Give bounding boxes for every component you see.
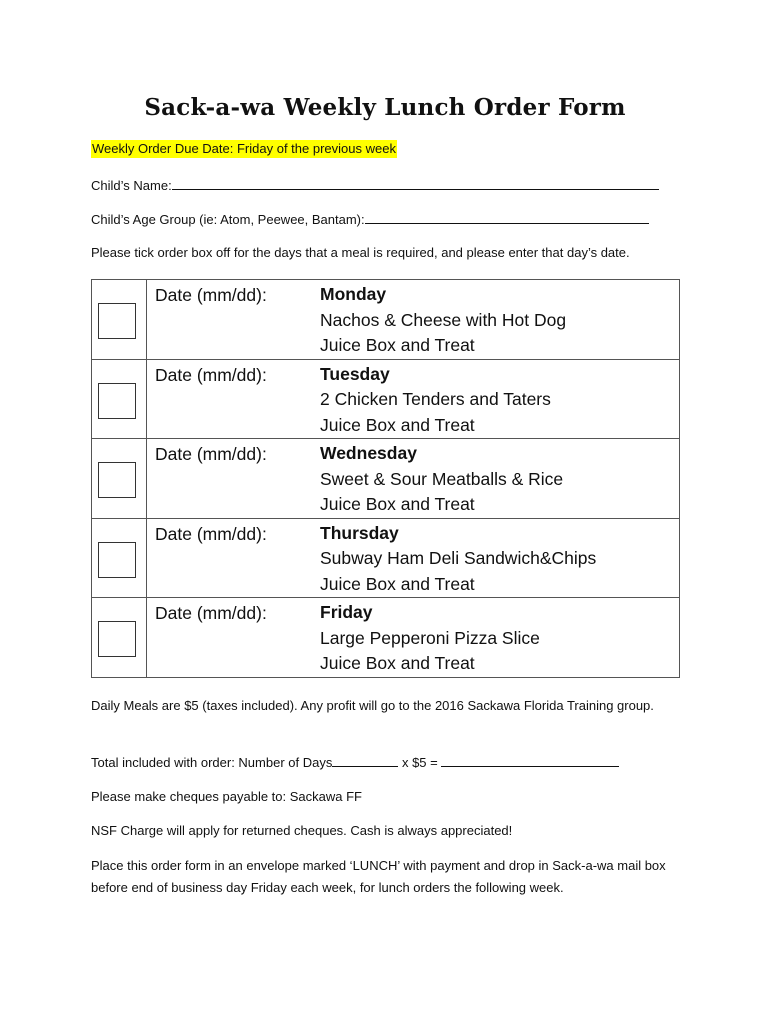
number-of-days-field[interactable]: [332, 754, 398, 767]
meal-row: [92, 359, 680, 439]
menu-block: [316, 519, 679, 598]
date-label: Date (mm/dd):: [155, 523, 267, 544]
meal-extra: Juice Box and Treat: [320, 414, 475, 435]
cheques-note: Please make cheques payable to: Sackawa FF: [91, 789, 362, 804]
childs-name-row: [91, 177, 659, 193]
day-name: Monday: [320, 284, 387, 304]
meal-extra: Juice Box and Treat: [320, 573, 475, 594]
meal-extra: Juice Box and Treat: [320, 653, 475, 673]
due-date-line: [91, 141, 397, 156]
day-name: Friday: [320, 602, 373, 622]
date-label: Date (mm/dd):: [155, 603, 267, 623]
menu-block: [316, 598, 679, 677]
total-amount-field[interactable]: [441, 754, 619, 767]
checkbox-cell: [92, 439, 147, 519]
menu-block: [316, 280, 679, 359]
meal-table: [91, 279, 680, 678]
menu-cell: [316, 518, 680, 598]
day-name: Tuesday: [320, 363, 390, 384]
instructions: Please tick order box off for the days that a meal is required, and please enter that day’s date.: [91, 245, 630, 260]
checkbox-cell: [92, 598, 147, 678]
order-checkbox[interactable]: [98, 303, 136, 339]
date-cell[interactable]: [147, 280, 317, 360]
checkbox-cell: [92, 280, 147, 360]
menu-block: [316, 360, 679, 439]
date-cell[interactable]: [147, 598, 317, 678]
date-cell[interactable]: [147, 518, 317, 598]
meal-row: [92, 518, 680, 598]
date-cell[interactable]: [147, 439, 317, 519]
order-checkbox[interactable]: [98, 542, 136, 578]
age-group-field[interactable]: [365, 211, 649, 224]
meal-name: 2 Chicken Tenders and Taters: [320, 389, 551, 409]
menu-cell: [316, 439, 680, 519]
menu-block: [316, 439, 679, 518]
checkbox-cell: [92, 518, 147, 598]
meal-row: [92, 439, 680, 519]
date-label: Date (mm/dd):: [155, 444, 267, 464]
meal-name: Large Pepperoni Pizza Slice: [320, 627, 540, 648]
meal-row: [92, 598, 680, 678]
order-checkbox[interactable]: [98, 462, 136, 498]
menu-cell: [316, 359, 680, 439]
total-label: Total included with order: Number of Days: [91, 755, 333, 770]
day-name: Thursday: [320, 522, 399, 543]
order-checkbox[interactable]: [98, 621, 136, 657]
meal-name: Sweet & Sour Meatballs & Rice: [320, 468, 564, 489]
checkbox-cell: [92, 359, 147, 439]
menu-cell: [316, 280, 680, 360]
order-checkbox[interactable]: [98, 383, 136, 419]
date-cell[interactable]: [147, 359, 317, 439]
form-title: Sack-a-wa Weekly Lunch Order Form: [144, 94, 626, 121]
day-name: Wednesday: [320, 443, 417, 463]
place-form-note: Place this order form in an envelope marked ‘LUNCH’ with payment and drop in Sack-a-wa mail box before end of business day Friday each week, for lunch orders the following week.: [91, 858, 666, 895]
total-multiplier: x $5 =: [398, 755, 442, 770]
meal-extra: Juice Box and Treat: [320, 494, 475, 514]
date-label: Date (mm/dd):: [155, 285, 267, 305]
meal-row: [92, 280, 680, 360]
date-label: Date (mm/dd):: [155, 364, 267, 385]
meal-name: Nachos & Cheese with Hot Dog: [320, 309, 567, 330]
total-row: [91, 754, 619, 770]
childs-name-label: Child’s Name:: [91, 178, 172, 193]
due-date-highlight: Weekly Order Due Date: Friday of the previous week: [92, 141, 396, 156]
age-group-label: Child’s Age Group (ie: Atom, Peewee, Bantam):: [91, 212, 365, 227]
meal-extra: Juice Box and Treat: [320, 335, 475, 355]
age-group-row: [91, 211, 649, 227]
daily-meals-note: Daily Meals are $5 (taxes included). Any profit will go to the 2016 Sackawa Florida Training group.: [91, 698, 654, 713]
childs-name-field[interactable]: [172, 177, 659, 190]
nsf-note: NSF Charge will apply for returned cheques. Cash is always appreciated!: [91, 823, 513, 838]
meal-name: Subway Ham Deli Sandwich&Chips: [320, 548, 597, 568]
menu-cell: [316, 598, 680, 678]
